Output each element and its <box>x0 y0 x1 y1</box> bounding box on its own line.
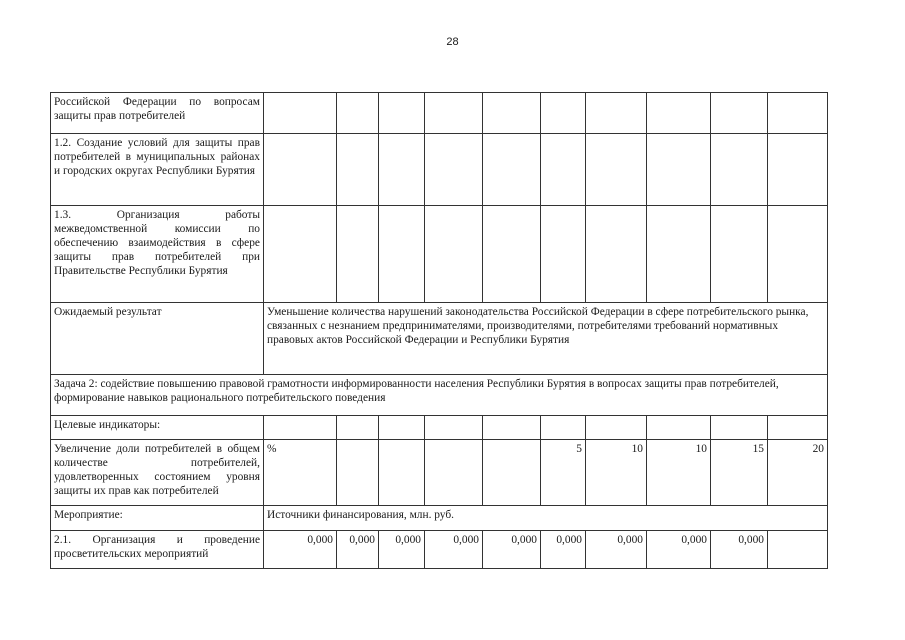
program-table <box>50 92 828 569</box>
expected-result-text: Уменьшение количества нарушений законодательства Российской Федерации в сфере потребительского рынка, связанных с незнанием предпринимателями, производителями, потребителями требований нормативных правовых актов Российской Федерации и Республики Бурятия <box>264 303 828 375</box>
row-task-2 <box>51 375 828 416</box>
row-indicator-increase <box>51 440 828 506</box>
indicator-value <box>425 440 483 506</box>
indicator-value <box>483 440 541 506</box>
measure-header-label: Мероприятие: <box>51 506 264 531</box>
page-number: 28 <box>446 36 459 48</box>
funding-value: 0,000 <box>541 531 586 569</box>
funding-value: 0,000 <box>711 531 768 569</box>
indicator-label: Увеличение доли потребителей в общем количестве потребителей, удовлетворенных состоянием уровня защиты их прав как потребителей <box>51 440 264 506</box>
row-target-indicators <box>51 416 828 440</box>
funding-value: 0,000 <box>337 531 379 569</box>
row-continuation <box>51 93 828 134</box>
row-2-1 <box>51 531 828 569</box>
funding-sources-text: Источники финансирования, млн. руб. <box>264 506 828 531</box>
measure-label: 1.2. Создание условий для защиты прав потребителей в муниципальных районах и городских округах Республики Бурятия <box>51 134 264 206</box>
row-1-2 <box>51 134 828 206</box>
row-measure <box>51 506 828 531</box>
funding-value: 0,000 <box>647 531 711 569</box>
funding-value: 0,000 <box>586 531 647 569</box>
task-2-text: Задача 2: содействие повышению правовой грамотности информированности населения Республики Бурятия в вопросах защиты прав потребителей, формирование навыков рационального потребительского поведения <box>51 375 828 416</box>
measure-label: 2.1. Организация и проведение просветительских мероприятий <box>51 531 264 569</box>
target-indicators-label: Целевые индикаторы: <box>51 416 264 440</box>
funding-value: 0,000 <box>379 531 425 569</box>
expected-result-label: Ожидаемый результат <box>51 303 264 375</box>
indicator-value: 5 <box>541 440 586 506</box>
indicator-unit: % <box>264 440 337 506</box>
funding-value: 0,000 <box>425 531 483 569</box>
row-expected-result <box>51 303 828 375</box>
indicator-value <box>379 440 425 506</box>
funding-value: 0,000 <box>264 531 337 569</box>
indicator-value <box>337 440 379 506</box>
measure-label: 1.3. Организация работы межведомственной комиссии по обеспечению взаимодействия в сфере защиты прав потребителей при Правительстве Республики Бурятия <box>51 206 264 303</box>
indicator-value: 20 <box>768 440 828 506</box>
indicator-value: 10 <box>586 440 647 506</box>
row-1-3 <box>51 206 828 303</box>
indicator-value: 15 <box>711 440 768 506</box>
indicator-value: 10 <box>647 440 711 506</box>
measure-label: Российской Федерации по вопросам защиты прав потребителей <box>51 93 264 134</box>
funding-value: 0,000 <box>483 531 541 569</box>
